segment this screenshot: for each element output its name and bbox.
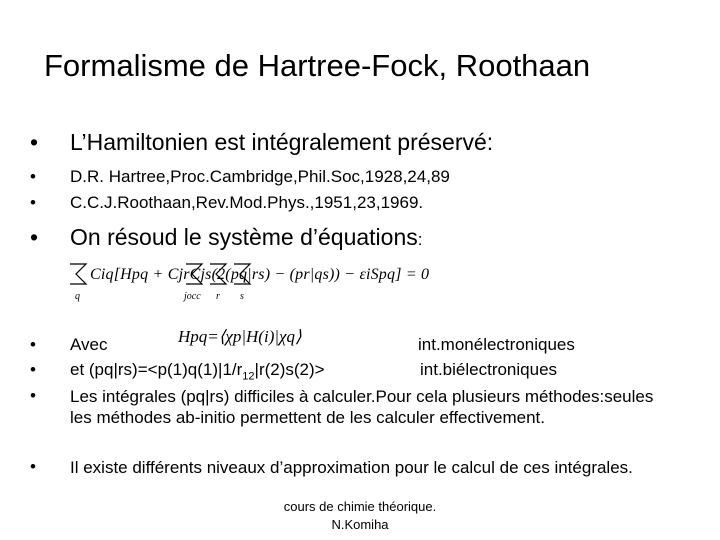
bullet-marker: • — [30, 224, 39, 250]
hpq-formula: Hpq=⟨χp|H(i)|χq⟩ — [178, 327, 302, 346]
bullet-hamiltonien: L’Hamiltonien est intégralement préservé: — [70, 129, 494, 155]
sum-index-q: q — [75, 291, 80, 302]
bullet-systeme-text: On résoud le système d’équations — [70, 224, 418, 250]
bullet-marker: • — [30, 360, 36, 379]
label-bielectroniques: int.biélectroniques — [420, 360, 558, 379]
reference-hartree: D.R. Hartree,Proc.Cambridge,Phil.Soc,1928,24,89 — [70, 167, 450, 186]
pq-rs-definition-end: |r(2)s(2)> — [254, 360, 325, 379]
bullet-integrales: Les intégrales (pq|rs) difficiles à calculer.Pour cela plusieurs méthodes:seules les méthodes ab-initio permettent de les calculer effectivement. — [70, 387, 654, 427]
roothaan-equation — [66, 258, 606, 308]
bullet-marker: • — [30, 129, 39, 155]
footer-course: cours de chimie théorique. — [283, 499, 437, 514]
equation-expression: Ciq[Hpq + CjrCjs(2(pq|rs) − (pr|qs)) − εiSpq] = 0 — [90, 266, 430, 283]
bullet-avec: Avec — [70, 335, 108, 354]
slide-title: Formalisme de Hartree-Fock, Roothaan — [44, 48, 591, 83]
footer — [250, 498, 470, 534]
bullet-niveaux: Il existe différents niveaux d’approximation pour le calcul de ces intégrales. — [70, 458, 633, 477]
bullet-marker: • — [30, 335, 36, 354]
sum-symbol-q — [70, 264, 86, 284]
bullet-systeme-equations — [70, 224, 423, 251]
bullet-marker: • — [30, 386, 36, 405]
sum-index-jocc: jocc — [184, 291, 201, 302]
reference-roothaan: C.C.J.Roothaan,Rev.Mod.Phys.,1951,23,1969. — [70, 193, 424, 212]
pq-rs-subscript: 12 — [242, 370, 255, 383]
bullet-systeme-colon: : — [417, 230, 423, 249]
label-monoelectroniques: int.monélectroniques — [418, 335, 575, 354]
footer-author: N.Komiha — [331, 517, 389, 532]
sum-index-s: s — [240, 291, 244, 302]
pq-rs-definition: et (pq|rs)=<p(1)q(1)|1/r — [70, 360, 243, 379]
bullet-marker: • — [30, 167, 36, 186]
bullet-pq-rs — [70, 360, 325, 382]
bullet-marker: • — [30, 193, 36, 212]
bullet-marker: • — [30, 457, 36, 476]
sum-index-r: r — [216, 291, 220, 302]
